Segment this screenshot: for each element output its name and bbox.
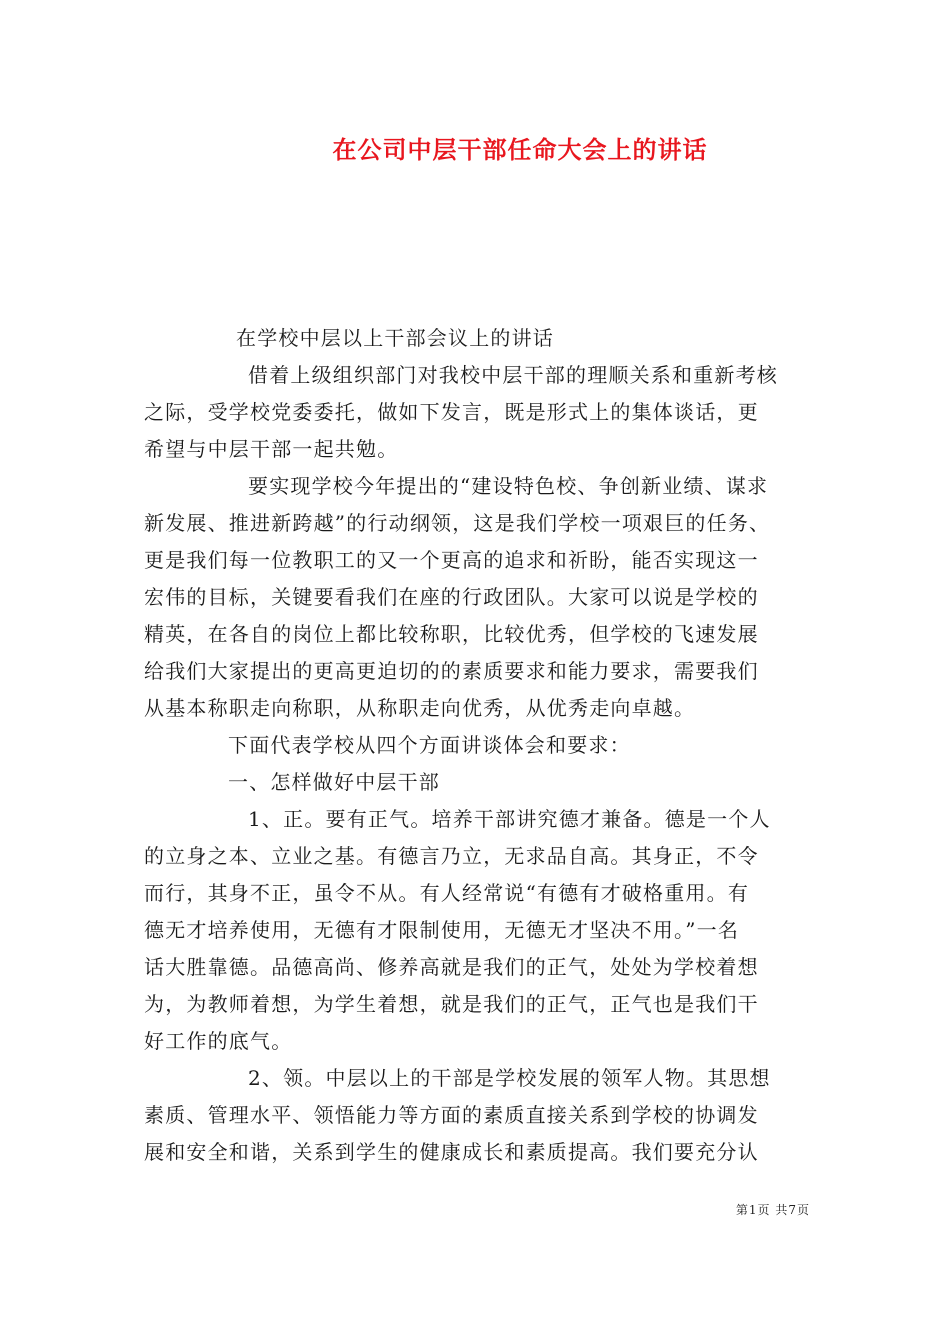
body-line: 之际，受学校党委委托，做如下发言，既是形式上的集体谈话，更 (144, 400, 759, 424)
body-line: 要实现学校今年提出的“建设特色校、争创新业绩、谋求 (248, 474, 769, 498)
body-line: 精英，在各自的岗位上都比较称职，比较优秀，但学校的飞速发展 (144, 622, 759, 646)
body-line: 1、正。要有正气。培养干部讲究德才兼备。德是一个人 (248, 807, 771, 831)
body-line: 而行，其身不正，虽令不从。有人经常说“有德有才破格重用。有 (144, 881, 750, 905)
body-line: 好工作的底气。 (144, 1029, 293, 1053)
body-line: 在学校中层以上干部会议上的讲话 (236, 326, 554, 350)
document-title: 在公司中层干部任命大会上的讲话 (332, 135, 708, 164)
body-line: 展和安全和谐，关系到学生的健康成长和素质提高。我们要充分认 (144, 1140, 759, 1164)
body-line: 给我们大家提出的更高更迫切的的素质要求和能力要求，需要我们 (144, 659, 759, 683)
body-line: 更是我们每一位教职工的又一个更高的追求和祈盼，能否实现这一 (144, 548, 759, 572)
page-number-footer: 第1页 共7页 (735, 1203, 810, 1217)
body-line: 宏伟的目标，关键要看我们在座的行政团队。大家可以说是学校的 (144, 585, 759, 609)
body-line: 借着上级组织部门对我校中层干部的理顺关系和重新考核 (248, 363, 778, 387)
body-line: 话大胜靠德。品德高尚、修养高就是我们的正气，处处为学校着想 (144, 955, 759, 979)
body-line: 希望与中层干部一起共勉。 (144, 437, 399, 461)
document-body (144, 320, 816, 1171)
body-line: 为，为教师着想，为学生着想，就是我们的正气，正气也是我们干 (144, 992, 759, 1016)
body-line: 德无才培养使用，无德有才限制使用，无德无才坚决不用。”一名 (144, 918, 740, 942)
body-line: 2、领。中层以上的干部是学校发展的领军人物。其思想 (248, 1066, 771, 1090)
body-line: 的立身之本、立业之基。有德言乃立，无求品自高。其身正，不令 (144, 844, 759, 868)
body-line: 新发展、推进新跨越”的行动纲领，这是我们学校一项艰巨的任务、 (144, 511, 771, 535)
body-line: 下面代表学校从四个方面讲谈体会和要求： (228, 733, 631, 757)
body-line: 素质、管理水平、领悟能力等方面的素质直接关系到学校的协调发 (144, 1103, 759, 1127)
body-line: 一、怎样做好中层干部 (228, 770, 440, 794)
body-line: 从基本称职走向称职，从称职走向优秀，从优秀走向卓越。 (144, 696, 696, 720)
